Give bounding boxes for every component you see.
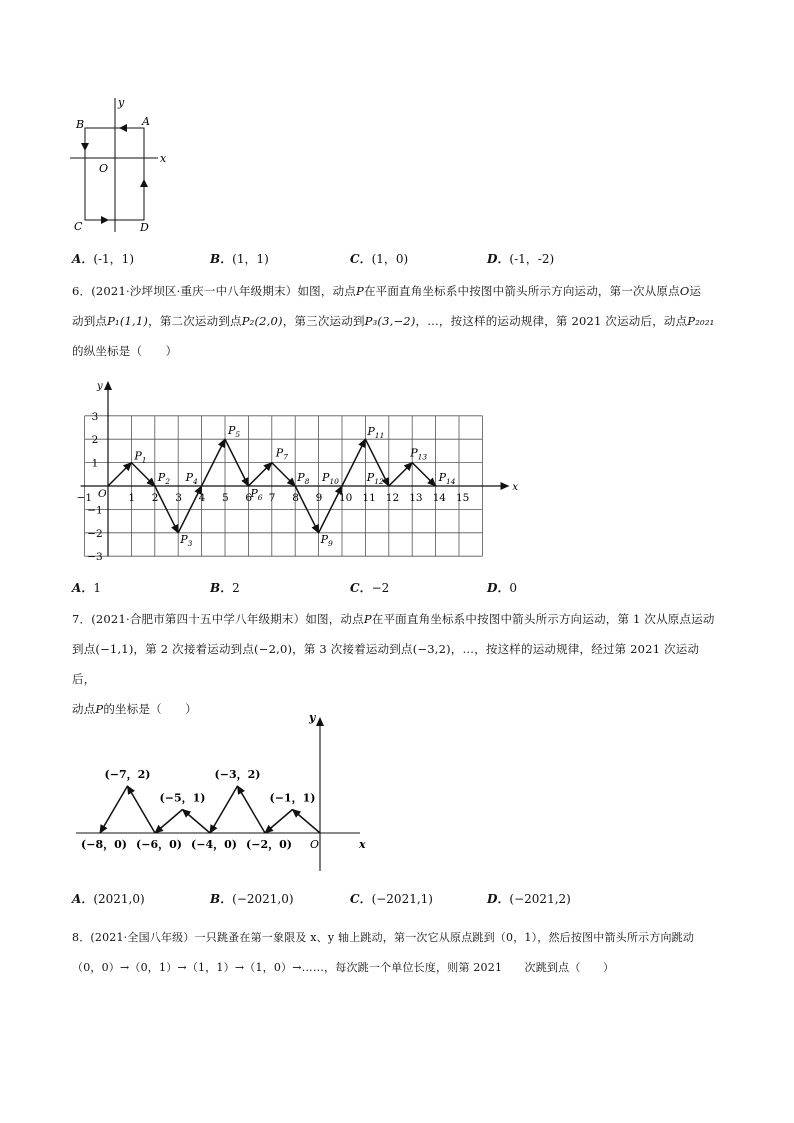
- q7-bottom-point-label: (−2，0): [246, 838, 292, 851]
- q6-path-arrow: [272, 463, 295, 486]
- q6-y-tick-label: 2: [91, 434, 99, 447]
- q6-x-tick-label: 2: [151, 492, 159, 504]
- q6-x-tick-label: 5: [222, 492, 229, 504]
- q6-path-arrow: [248, 463, 271, 486]
- q6-point-label: $P_{13}$: [410, 446, 428, 462]
- q6-x-tick-label: 3: [175, 492, 182, 504]
- q6-point-label: $P_7$: [275, 446, 288, 462]
- q6-path-arrow: [389, 463, 412, 486]
- q7-path-arrow: [183, 810, 211, 834]
- q5-option-d[interactable]: D．(-1，-2): [487, 252, 555, 266]
- q5-point-b: B: [76, 118, 85, 131]
- q7-bottom-point-label: (−8，0): [81, 838, 127, 851]
- q7-origin-label: O: [310, 838, 320, 851]
- q6-x-tick-label: 6: [245, 492, 253, 504]
- q5-point-d: D: [140, 221, 149, 234]
- q6-point-label: $P_4$: [185, 471, 198, 486]
- q7-path-arrow: [293, 810, 321, 834]
- q5-option-c[interactable]: C．(1，0): [350, 252, 409, 266]
- q6-point-label: $P_8$: [297, 471, 310, 486]
- q6-option-a[interactable]: A．1: [72, 581, 101, 595]
- q5-x-label: x: [160, 152, 167, 165]
- q6-y-tick-label: 1: [91, 457, 99, 470]
- q6-x-tick-label: 4: [198, 492, 206, 504]
- q5-point-c: C: [74, 220, 83, 233]
- q5-origin: O: [99, 162, 109, 175]
- q5-option-a[interactable]: A．(-1，1): [72, 252, 135, 266]
- q6-point-label: $P_9$: [320, 532, 333, 548]
- q6-options: [72, 579, 722, 599]
- q6-x-tick-label: 14: [432, 492, 446, 504]
- q8-line-1: 8．(2021·全国八年级）一只跳蚤在第一象限及 x、y 轴上跳动，第一次它从原点跳到（0，1），然后按图中箭头所示方向跳动: [72, 931, 695, 944]
- q6-path-arrow: [108, 463, 131, 486]
- q7-path-arrow: [265, 810, 293, 834]
- q6-x-tick-label: 10: [339, 492, 353, 504]
- q7-options: [72, 890, 722, 910]
- q6-line-1: 6．(2021·沙坪坝区·重庆一中八年级期末）如图，动点P在平面直角坐标系中按图中箭头所示方向运动，第一次从原点O运: [72, 284, 702, 298]
- q8-line-2: （0，0）→（0，1）→（1，1）→（1，0）→……，每次跳一个单位长度，则第 2021 次跳到点（ ）: [72, 961, 615, 974]
- q7-top-point-label: (−3，2): [214, 768, 261, 781]
- q5-options: [72, 250, 722, 270]
- q6-path-arrow: [412, 463, 435, 486]
- q6-x-tick-label: 7: [268, 492, 276, 504]
- q6-point-label: $P_2$: [157, 471, 170, 486]
- q7-path-arrow: [210, 786, 238, 833]
- q6-y-tick-label: 3: [91, 410, 99, 423]
- q6-point-label: $P_{12}$: [366, 471, 384, 486]
- q6-x-tick-label: −1: [76, 492, 93, 504]
- q6-point-label: $P_{10}$: [322, 471, 339, 486]
- q7-top-point-label: (−5，1): [159, 791, 206, 805]
- q7-path-arrow: [128, 786, 156, 833]
- q6-x-tick-label: 9: [315, 492, 323, 504]
- q6-y-tick-label: −3: [87, 551, 103, 564]
- q7-bottom-point-label: (−6，0): [136, 838, 182, 851]
- q6-point-label: $P_6$: [250, 487, 263, 502]
- q7-y-axis-label: y: [309, 711, 316, 724]
- q6-option-b[interactable]: B．2: [210, 581, 240, 595]
- q6-option-d[interactable]: D．0: [487, 581, 518, 595]
- q7-path-arrow: [238, 786, 266, 833]
- q6-path-arrow: [131, 463, 154, 486]
- q5-figure: [64, 92, 184, 237]
- q7-line-2: 到点(−1,1)，第 2 次接着运动到点(−2,0)，第 3 次接着运动到点(−3,2)，…，按这样的运动规律，经过第 2021 次运动后，: [72, 642, 700, 686]
- q6-y-tick-label: −1: [87, 504, 103, 517]
- q6-x-tick-label: 1: [128, 492, 136, 504]
- q7-line-1: 7．(2021·合肥市第四十五中学八年级期末）如图，动点P在平面直角坐标系中按图中箭头所示方向运动，第 1 次从原点运动: [72, 612, 715, 626]
- q6-option-c[interactable]: C．−2: [350, 581, 390, 595]
- q6-x-tick-label: 11: [362, 492, 376, 504]
- q6-point-label: $P_1$: [134, 449, 147, 465]
- q6-graph: [70, 378, 519, 568]
- q6-question: [72, 276, 722, 366]
- q7-top-point-label: (−1，1): [269, 791, 316, 805]
- q7-graph: [70, 706, 380, 876]
- q6-x-axis-label: x: [512, 482, 519, 493]
- q7-option-b[interactable]: B．(−2021,0): [210, 892, 294, 906]
- q5-y-label: y: [118, 96, 125, 109]
- q7-path-arrow: [155, 810, 183, 834]
- q7-bottom-point-label: (−4，0): [191, 838, 237, 851]
- q6-x-tick-label: 15: [456, 492, 470, 504]
- q6-x-tick-label: 8: [292, 492, 299, 504]
- q7-path-arrow: [100, 786, 128, 833]
- q7-top-point-label: (−7，2): [104, 768, 151, 781]
- q6-line-3: 的纵坐标是（ ）: [72, 344, 178, 358]
- q5-option-b[interactable]: B．(1，1): [210, 252, 269, 266]
- q6-point-label: $P_3$: [180, 532, 193, 548]
- q6-x-tick-label: 12: [385, 492, 400, 504]
- q8-question: [72, 923, 722, 983]
- q6-point-label: $P_{14}$: [438, 471, 456, 486]
- q6-point-label: $P_{11}$: [367, 425, 385, 441]
- q7-option-a[interactable]: A．(2021,0): [72, 892, 145, 906]
- q6-x-tick-label: 13: [409, 492, 423, 504]
- q6-y-tick-label: −2: [87, 527, 103, 540]
- q7-x-axis-label: x: [359, 838, 366, 851]
- q6-line-2: 动到点P₁(1,1)，第二次运动到点P₂(2,0)，第三次运动到P₃(3,−2)，…，按这样的运动规律，第 2021 次运动后，动点P₂₀₂₁: [72, 314, 715, 328]
- q7-line-3: 动点P的坐标是（ ）: [72, 702, 197, 716]
- q6-point-label: $P_5$: [228, 424, 241, 440]
- q6-y-axis-label: y: [97, 381, 103, 392]
- q5-point-a: A: [142, 115, 150, 128]
- q7-option-d[interactable]: D．(−2021,2): [487, 892, 571, 906]
- q6-x-tick-label: O: [98, 488, 107, 500]
- q7-option-c[interactable]: C．(−2021,1): [350, 892, 433, 906]
